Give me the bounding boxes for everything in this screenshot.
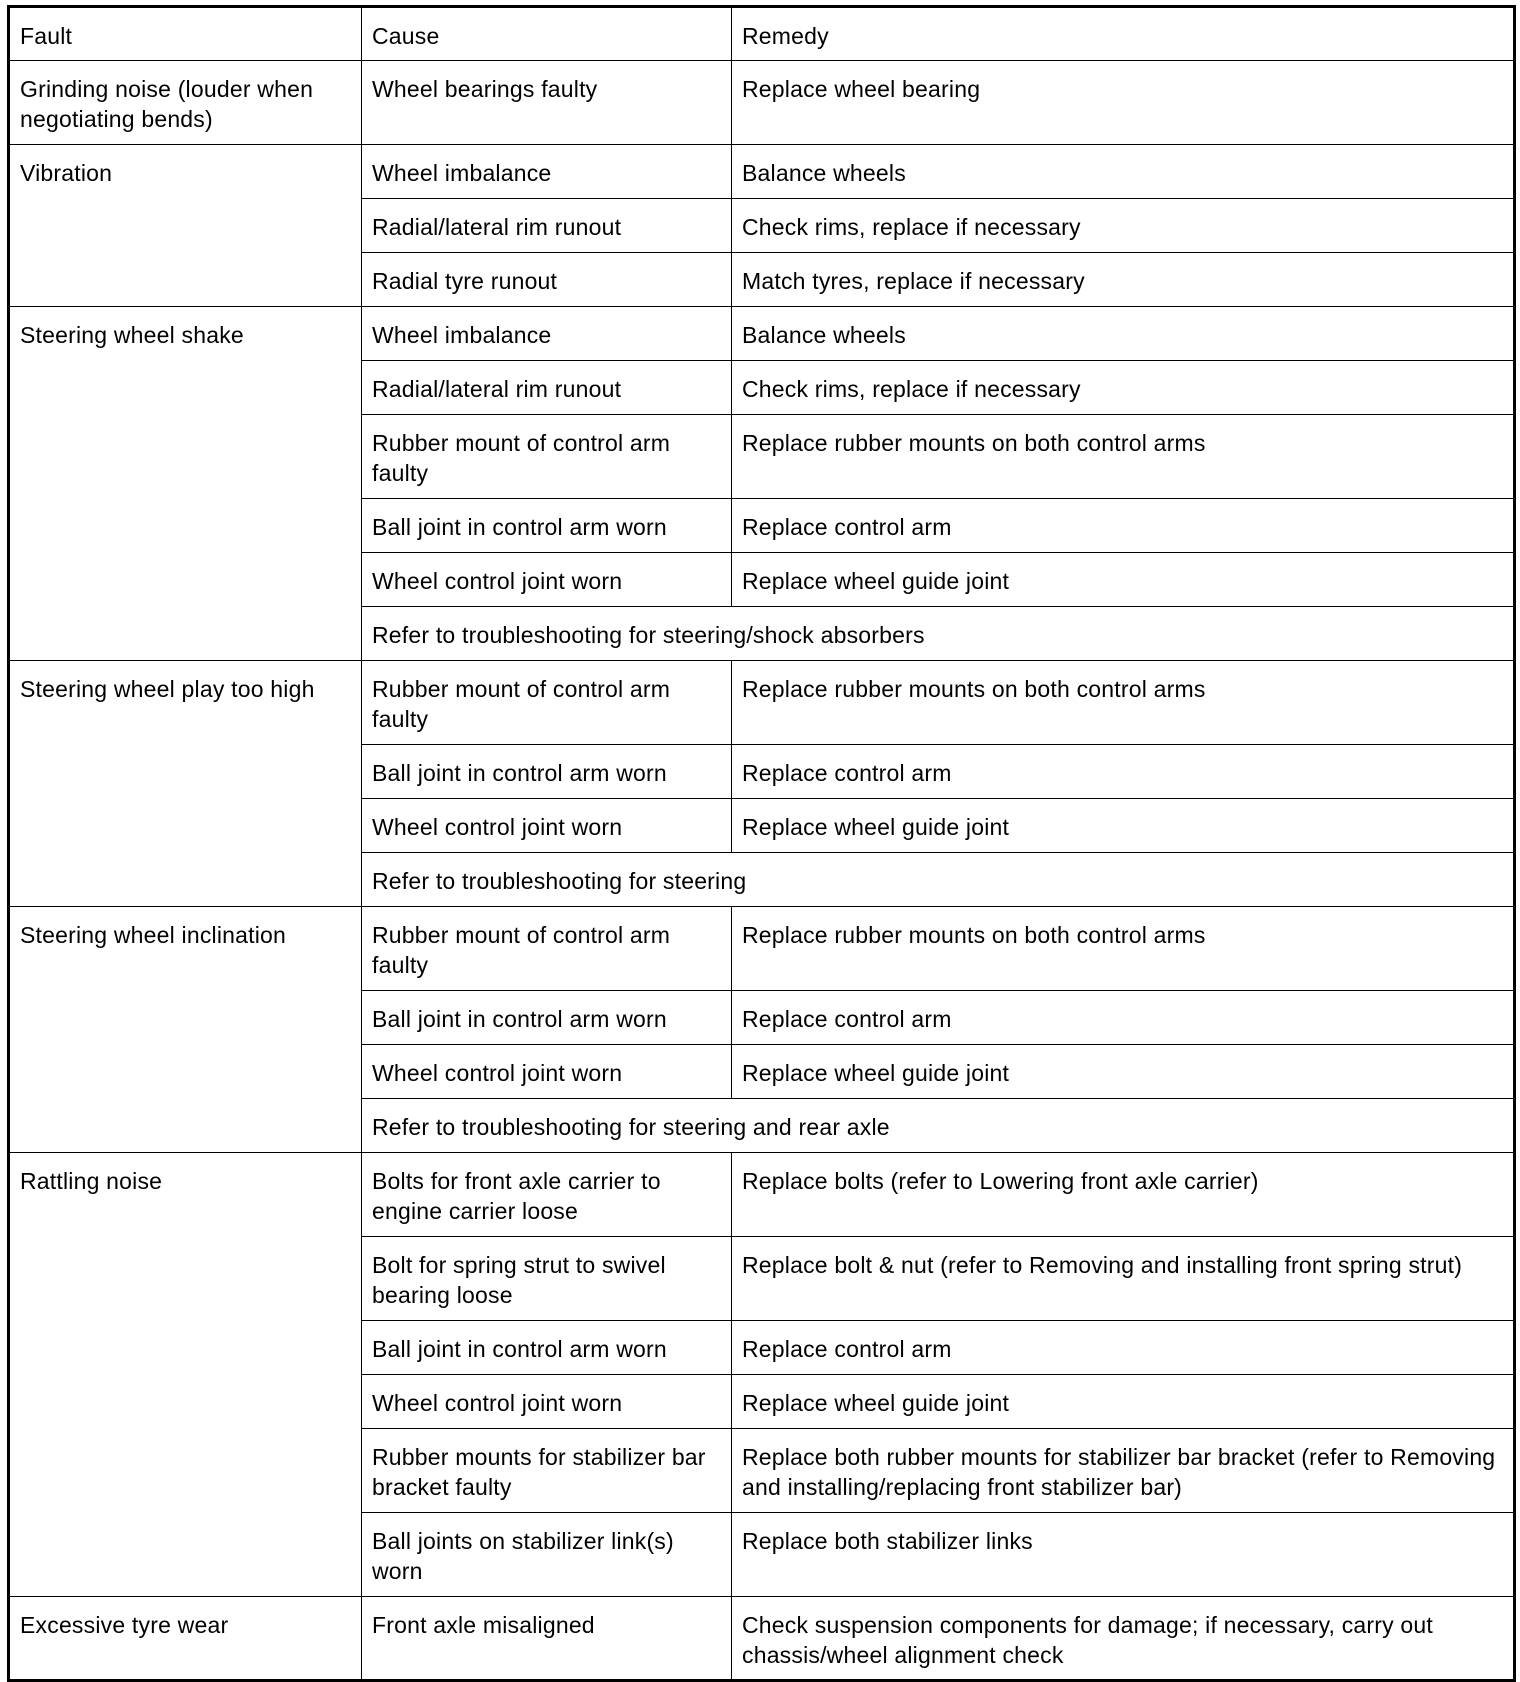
fault-cell: Steering wheel shake [9,307,362,661]
table-row [9,145,1515,199]
cause-cell: Radial tyre runout [362,253,732,307]
cause-cell: Wheel imbalance [362,145,732,199]
remedy-cell: Replace wheel bearing [732,61,1515,145]
remedy-cell: Replace rubber mounts on both control arms [732,661,1515,745]
note-cell: Refer to troubleshooting for steering/shock absorbers [362,607,1515,661]
remedy-cell: Replace both stabilizer links [732,1513,1515,1597]
cause-cell: Radial/lateral rim runout [362,199,732,253]
remedy-cell: Balance wheels [732,307,1515,361]
fault-cell: Excessive tyre wear [9,1597,362,1681]
remedy-cell: Replace bolt & nut (refer to Removing and installing front spring strut) [732,1237,1515,1321]
cause-cell: Wheel control joint worn [362,1045,732,1099]
cause-cell: Bolts for front axle carrier to engine carrier loose [362,1153,732,1237]
table-row [9,307,1515,361]
cause-cell: Front axle misaligned [362,1597,732,1681]
cause-cell: Ball joint in control arm worn [362,745,732,799]
fault-cell: Rattling noise [9,1153,362,1597]
table-row [9,661,1515,745]
remedy-cell: Replace control arm [732,499,1515,553]
cause-cell: Wheel control joint worn [362,799,732,853]
remedy-cell: Replace rubber mounts on both control arms [732,907,1515,991]
cause-cell: Rubber mount of control arm faulty [362,907,732,991]
header-remedy: Remedy [732,7,1515,61]
remedy-cell: Replace wheel guide joint [732,1375,1515,1429]
fault-cell: Steering wheel inclination [9,907,362,1153]
table-row [9,1597,1515,1681]
cause-cell: Wheel control joint worn [362,1375,732,1429]
cause-cell: Wheel imbalance [362,307,732,361]
remedy-cell: Check rims, replace if necessary [732,199,1515,253]
remedy-cell: Replace control arm [732,745,1515,799]
fault-cell: Grinding noise (louder when negotiating bends) [9,61,362,145]
cause-cell: Ball joint in control arm worn [362,991,732,1045]
table-header-row [9,7,1515,61]
table-row [9,907,1515,991]
remedy-cell: Replace rubber mounts on both control arms [732,415,1515,499]
header-fault: Fault [9,7,362,61]
cause-cell: Wheel bearings faulty [362,61,732,145]
fault-cell: Steering wheel play too high [9,661,362,907]
remedy-cell: Replace wheel guide joint [732,553,1515,607]
remedy-cell: Replace control arm [732,1321,1515,1375]
remedy-cell: Replace control arm [732,991,1515,1045]
cause-cell: Rubber mount of control arm faulty [362,415,732,499]
table-row [9,61,1515,145]
table-row [9,1153,1515,1237]
fault-cell: Vibration [9,145,362,307]
remedy-cell: Check suspension components for damage; if necessary, carry out chassis/wheel alignment check [732,1597,1515,1681]
note-cell: Refer to troubleshooting for steering and rear axle [362,1099,1515,1153]
remedy-cell: Replace wheel guide joint [732,799,1515,853]
cause-cell: Radial/lateral rim runout [362,361,732,415]
remedy-cell: Replace both rubber mounts for stabilizer bar bracket (refer to Removing and installing/replacing front stabilizer bar) [732,1429,1515,1513]
cause-cell: Ball joint in control arm worn [362,1321,732,1375]
remedy-cell: Replace wheel guide joint [732,1045,1515,1099]
note-cell: Refer to troubleshooting for steering [362,853,1515,907]
cause-cell: Ball joint in control arm worn [362,499,732,553]
cause-cell: Bolt for spring strut to swivel bearing loose [362,1237,732,1321]
cause-cell: Rubber mount of control arm faulty [362,661,732,745]
header-cause: Cause [362,7,732,61]
troubleshooting-table [7,5,1516,1682]
remedy-cell: Check rims, replace if necessary [732,361,1515,415]
cause-cell: Wheel control joint worn [362,553,732,607]
cause-cell: Rubber mounts for stabilizer bar bracket faulty [362,1429,732,1513]
remedy-cell: Balance wheels [732,145,1515,199]
remedy-cell: Replace bolts (refer to Lowering front axle carrier) [732,1153,1515,1237]
cause-cell: Ball joints on stabilizer link(s) worn [362,1513,732,1597]
remedy-cell: Match tyres, replace if necessary [732,253,1515,307]
